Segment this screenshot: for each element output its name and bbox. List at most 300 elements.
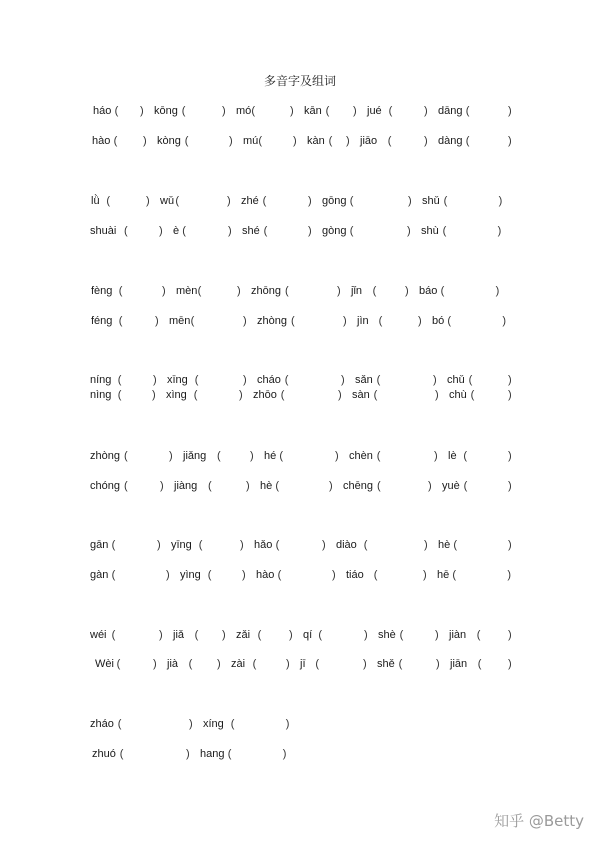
pinyin-label: hang: [200, 748, 225, 760]
exercise-row: [0, 656, 600, 672]
answer-blank[interactable]: [296, 313, 342, 329]
pinyin-label: níng: [90, 374, 112, 386]
answer-blank-close: ): [153, 658, 157, 670]
answer-blank[interactable]: [111, 193, 145, 209]
answer-blank[interactable]: [258, 656, 285, 672]
answer-blank[interactable]: [280, 478, 328, 494]
exercise-row: [0, 746, 600, 762]
pinyin-label: lǜ: [91, 195, 100, 207]
pinyin-label: jī: [300, 658, 306, 670]
answer-blank[interactable]: [482, 627, 507, 643]
answer-blank[interactable]: [448, 223, 497, 239]
answer-blank-open: (: [227, 748, 232, 760]
answer-blank[interactable]: [124, 313, 154, 329]
answer-blank-open: (: [280, 389, 285, 401]
watermark: 知乎 @Betty: [494, 812, 584, 830]
answer-blank-open: (: [291, 315, 295, 327]
answer-blank-close: ): [162, 285, 166, 297]
answer-blank-open: (: [372, 285, 377, 297]
answer-blank-close: ): [155, 315, 159, 327]
answer-blank-open: (: [111, 569, 116, 581]
answer-blank[interactable]: [468, 448, 507, 464]
answer-blank[interactable]: [129, 448, 168, 464]
answer-blank[interactable]: [283, 567, 331, 583]
answer-blank-close: ): [250, 450, 254, 462]
answer-blank[interactable]: [124, 283, 161, 299]
answer-blank-close: ): [418, 315, 422, 327]
answer-blank-close: ): [495, 285, 500, 297]
pinyin-label: è: [173, 225, 180, 237]
answer-blank-close: ): [308, 225, 312, 237]
answer-blank-close: ): [497, 225, 502, 237]
pinyin-label: kàn: [307, 135, 325, 147]
pinyin-label: lè: [448, 450, 457, 462]
answer-blank[interactable]: [256, 103, 289, 119]
answer-blank[interactable]: [119, 133, 142, 149]
answer-blank-open: (: [197, 285, 202, 297]
answer-blank[interactable]: [286, 387, 337, 403]
answer-blank-close: ): [242, 569, 246, 581]
answer-blank[interactable]: [263, 627, 288, 643]
answer-blank-close: ): [508, 629, 512, 641]
exercise-row: [0, 283, 600, 299]
answer-blank-close: ): [290, 105, 294, 117]
pinyin-label: bó: [432, 315, 445, 327]
answer-blank[interactable]: [379, 387, 434, 403]
answer-blank-close: ): [428, 480, 432, 492]
answer-blank[interactable]: [123, 716, 188, 732]
answer-blank[interactable]: [290, 372, 340, 388]
exercise-row: [0, 537, 600, 553]
answer-blank[interactable]: [469, 478, 507, 494]
answer-blank-open: (: [257, 629, 262, 641]
pinyin-label: shuài: [90, 225, 117, 237]
answer-blank[interactable]: [355, 193, 407, 209]
answer-blank-open: (: [447, 315, 452, 327]
answer-blank-open: (: [378, 315, 383, 327]
pinyin-label: cháo: [257, 374, 281, 386]
pinyin-label: chèn: [349, 450, 373, 462]
answer-blank-open: (: [388, 105, 393, 117]
answer-blank-open: (: [190, 315, 195, 327]
pinyin-label: shě: [377, 658, 395, 670]
answer-blank-close: ): [243, 315, 247, 327]
pinyin-label: dàng: [438, 135, 463, 147]
answer-blank-open: (: [194, 629, 199, 641]
answer-blank[interactable]: [355, 223, 406, 239]
answer-blank-close: ): [508, 135, 512, 147]
answer-blank-open: (: [398, 658, 403, 670]
pinyin-label: gōng: [322, 195, 347, 207]
answer-blank-close: ): [338, 389, 342, 401]
answer-blank-open: (: [113, 135, 118, 147]
answer-blank-close: ): [424, 135, 428, 147]
answer-blank-open: (: [188, 658, 193, 670]
answer-blank-close: ): [508, 389, 512, 401]
answer-blank-close: ): [146, 195, 150, 207]
answer-blank-close: ): [228, 225, 232, 237]
answer-blank-close: ): [502, 315, 507, 327]
exercise-row: [0, 448, 600, 464]
answer-blank-open: (: [262, 195, 267, 207]
answer-blank-open: (: [117, 718, 122, 730]
answer-blank[interactable]: [263, 133, 292, 149]
answer-blank-open: (: [182, 225, 186, 237]
answer-blank-open: (: [325, 105, 330, 117]
answer-blank-open: (: [349, 225, 354, 237]
pinyin-label: jǐn: [351, 285, 363, 297]
answer-blank-close: ): [189, 718, 193, 730]
answer-blank[interactable]: [269, 223, 307, 239]
answer-blank-close: ): [285, 718, 290, 730]
pinyin-label: jiāo: [360, 135, 378, 147]
answer-blank-open: (: [363, 539, 368, 551]
pinyin-label: sǎn: [355, 374, 373, 386]
pinyin-label: fèng: [91, 285, 113, 297]
answer-blank-open: (: [117, 389, 122, 401]
answer-blank[interactable]: [236, 716, 285, 732]
pinyin-label: hè: [260, 480, 273, 492]
answer-blank-open: (: [476, 629, 481, 641]
pinyin-label: shè: [378, 629, 396, 641]
pinyin-label: kān: [304, 105, 322, 117]
pinyin-label: shù: [421, 225, 439, 237]
pinyin-label: hǎo: [254, 539, 273, 551]
pinyin-label: hào: [92, 135, 111, 147]
answer-blank[interactable]: [129, 223, 158, 239]
answer-blank[interactable]: [471, 103, 507, 119]
exercise-row: [0, 133, 600, 149]
answer-blank[interactable]: [393, 133, 423, 149]
answer-blank[interactable]: [452, 313, 501, 329]
answer-blank[interactable]: [125, 746, 185, 762]
answer-blank[interactable]: [474, 372, 507, 388]
answer-blank-open: (: [114, 105, 119, 117]
pinyin-label: qí: [303, 629, 313, 641]
answer-blank-close: ): [159, 225, 163, 237]
answer-blank[interactable]: [190, 133, 228, 149]
answer-blank-open: (: [468, 374, 473, 386]
answer-blank[interactable]: [194, 656, 216, 672]
answer-blank-close: ): [341, 374, 345, 386]
pinyin-label: xìng: [166, 389, 187, 401]
pinyin-label: zhòng: [257, 315, 287, 327]
answer-blank-open: (: [373, 569, 378, 581]
pinyin-label: shé: [242, 225, 260, 237]
exercise-row: [0, 372, 600, 388]
answer-blank-open: (: [349, 195, 354, 207]
pinyin-label: Wèi: [95, 658, 114, 670]
answer-blank-open: (: [252, 658, 257, 670]
answer-blank-open: (: [184, 135, 189, 147]
answer-blank-open: (: [376, 450, 381, 462]
answer-blank-close: ): [508, 374, 512, 386]
answer-blank[interactable]: [476, 387, 507, 403]
pinyin-label: zhōng: [251, 285, 281, 297]
pinyin-label: yīng: [171, 539, 192, 551]
pinyin-label: zhuó: [92, 748, 116, 760]
pinyin-label: chēng: [343, 480, 373, 492]
pinyin-label: mú: [243, 135, 259, 147]
answer-blank-open: (: [124, 225, 128, 237]
page-title: 多音字及组词: [263, 74, 336, 88]
answer-blank-open: (: [198, 539, 203, 551]
answer-blank-close: ): [424, 105, 428, 117]
answer-blank-open: (: [230, 718, 235, 730]
answer-blank-open: (: [440, 285, 445, 297]
answer-blank-open: (: [452, 569, 457, 581]
answer-blank-close: ): [405, 285, 409, 297]
answer-blank-open: (: [111, 629, 116, 641]
pinyin-label: jiān: [450, 658, 468, 670]
answer-blank[interactable]: [449, 193, 498, 209]
answer-blank-open: (: [175, 195, 180, 207]
answer-blank-open: (: [285, 285, 289, 297]
answer-blank-close: ): [286, 658, 290, 670]
answer-blank-open: (: [118, 315, 123, 327]
answer-blank-close: ): [508, 480, 512, 492]
answer-blank-close: ): [152, 389, 156, 401]
answer-blank-close: ): [508, 658, 512, 670]
answer-blank[interactable]: [123, 387, 151, 403]
answer-blank-open: (: [373, 389, 378, 401]
pinyin-label: mó: [236, 105, 252, 117]
pinyin-label: gòng: [322, 225, 347, 237]
pinyin-label: wǔ: [160, 195, 175, 207]
answer-blank[interactable]: [213, 567, 241, 583]
exercise-row: [0, 627, 600, 643]
answer-blank-close: ): [407, 225, 411, 237]
answer-blank[interactable]: [196, 313, 242, 329]
answer-blank[interactable]: [471, 133, 507, 149]
pinyin-label: gān: [90, 539, 109, 551]
answer-blank[interactable]: [457, 567, 506, 583]
answer-blank-open: (: [207, 569, 212, 581]
answer-blank-close: ): [229, 135, 233, 147]
answer-blank-close: ): [243, 374, 247, 386]
answer-blank-close: ): [157, 539, 161, 551]
answer-blank[interactable]: [200, 627, 221, 643]
answer-blank-close: ): [508, 105, 512, 117]
answer-blank-close: ): [159, 629, 163, 641]
answer-blank-open: (: [443, 195, 448, 207]
answer-blank-open: (: [118, 285, 123, 297]
exercise-row: [0, 313, 600, 329]
answer-blank[interactable]: [123, 372, 152, 388]
answer-blank[interactable]: [120, 103, 139, 119]
answer-blank-open: (: [465, 135, 470, 147]
answer-blank-close: ): [364, 629, 368, 641]
answer-blank[interactable]: [187, 103, 221, 119]
pinyin-label: xīng: [167, 374, 188, 386]
pinyin-label: mèn: [176, 285, 198, 297]
answer-blank-close: ): [329, 480, 333, 492]
answer-blank[interactable]: [382, 478, 427, 494]
exercise-row: [0, 193, 600, 209]
answer-blank-open: (: [277, 569, 282, 581]
answer-blank-close: ): [246, 480, 250, 492]
answer-blank-open: (: [217, 450, 221, 462]
answer-blank-close: ): [335, 450, 339, 462]
pinyin-label: sàn: [352, 389, 370, 401]
answer-blank[interactable]: [122, 656, 152, 672]
pinyin-label: mēn: [169, 315, 191, 327]
pinyin-label: gàn: [90, 569, 109, 581]
answer-blank-open: (: [279, 450, 284, 462]
answer-blank[interactable]: [199, 387, 238, 403]
pinyin-label: zháo: [90, 718, 114, 730]
answer-blank-close: ): [435, 389, 439, 401]
answer-blank[interactable]: [284, 448, 334, 464]
answer-blank[interactable]: [129, 478, 159, 494]
answer-blank-close: ): [508, 450, 512, 462]
answer-blank[interactable]: [290, 283, 336, 299]
answer-blank[interactable]: [379, 567, 422, 583]
answer-blank[interactable]: [213, 478, 245, 494]
answer-blank[interactable]: [117, 627, 158, 643]
answer-blank-open: (: [377, 480, 381, 492]
answer-blank[interactable]: [458, 537, 507, 553]
pinyin-label: chǔ: [447, 374, 465, 386]
answer-blank-close: ): [308, 195, 312, 207]
pinyin-label: yìng: [180, 569, 201, 581]
pinyin-label: jiàng: [174, 480, 198, 492]
exercise-row: [0, 103, 600, 119]
answer-blank-close: ): [282, 748, 287, 760]
answer-blank[interactable]: [378, 283, 404, 299]
pinyin-label: jìn: [357, 315, 369, 327]
answer-blank-open: (: [193, 389, 198, 401]
answer-blank-close: ): [337, 285, 341, 297]
answer-blank-open: (: [111, 539, 116, 551]
answer-blank-open: (: [477, 658, 482, 670]
answer-blank-close: ): [433, 374, 437, 386]
pinyin-label: zǎi: [236, 629, 251, 641]
answer-blank-open: (: [106, 195, 111, 207]
answer-blank[interactable]: [384, 313, 417, 329]
answer-blank-close: ): [363, 658, 367, 670]
answer-blank-open: (: [399, 629, 404, 641]
answer-blank-open: (: [124, 450, 128, 462]
pinyin-label: kòng: [157, 135, 181, 147]
answer-blank[interactable]: [200, 372, 242, 388]
pinyin-label: dāng: [438, 105, 463, 117]
answer-blank[interactable]: [117, 567, 165, 583]
answer-blank-open: (: [453, 539, 458, 551]
answer-blank-close: ): [166, 569, 170, 581]
exercise-row: [0, 716, 600, 732]
answer-blank[interactable]: [394, 103, 423, 119]
answer-blank-close: ): [186, 748, 190, 760]
answer-blank[interactable]: [323, 627, 363, 643]
answer-blank-open: (: [117, 374, 122, 386]
pinyin-label: hé: [264, 450, 277, 462]
answer-blank[interactable]: [334, 133, 345, 149]
answer-blank-close: ): [353, 105, 357, 117]
answer-blank-close: ): [293, 135, 297, 147]
pinyin-label: chù: [449, 389, 467, 401]
answer-blank-close: ): [346, 135, 350, 147]
answer-blank-close: ): [239, 389, 243, 401]
answer-blank-close: ): [498, 195, 503, 207]
answer-blank[interactable]: [222, 448, 249, 464]
answer-blank-open: (: [258, 135, 263, 147]
exercise-row: [0, 387, 600, 403]
answer-blank-close: ): [507, 569, 512, 581]
answer-blank[interactable]: [382, 448, 433, 464]
answer-blank-close: ): [237, 285, 241, 297]
answer-blank-close: ): [143, 135, 147, 147]
answer-blank-close: ): [160, 480, 164, 492]
answer-blank-open: (: [470, 389, 475, 401]
pinyin-label: jué: [367, 105, 382, 117]
answer-blank[interactable]: [405, 627, 434, 643]
exercise-row: [0, 567, 600, 583]
answer-blank-open: (: [465, 105, 470, 117]
pinyin-label: hē: [437, 569, 450, 581]
answer-blank[interactable]: [446, 283, 495, 299]
answer-blank-close: ): [153, 374, 157, 386]
answer-blank[interactable]: [320, 656, 362, 672]
answer-blank[interactable]: [204, 537, 239, 553]
answer-blank-open: (: [463, 480, 468, 492]
pinyin-label: nìng: [90, 389, 112, 401]
answer-blank[interactable]: [117, 537, 156, 553]
answer-blank-close: ): [343, 315, 347, 327]
answer-blank-open: (: [194, 374, 199, 386]
answer-blank-open: (: [315, 658, 320, 670]
answer-blank-close: ): [508, 539, 512, 551]
answer-blank-open: (: [284, 374, 289, 386]
answer-blank-open: (: [318, 629, 323, 641]
answer-blank-open: (: [275, 480, 280, 492]
answer-blank-close: ): [289, 629, 293, 641]
answer-blank-open: (: [181, 105, 186, 117]
answer-blank-close: ): [435, 629, 439, 641]
answer-blank-close: ): [227, 195, 231, 207]
answer-blank-open: (: [251, 105, 256, 117]
answer-blank-open: (: [442, 225, 447, 237]
pinyin-label: zhōo: [253, 389, 277, 401]
pinyin-label: diào: [336, 539, 357, 551]
answer-blank-close: ): [424, 539, 428, 551]
pinyin-label: shǔ: [422, 195, 440, 207]
answer-blank-close: ): [222, 105, 226, 117]
pinyin-label: jiàn: [449, 629, 467, 641]
answer-blank-close: ): [240, 539, 244, 551]
pinyin-label: hào: [256, 569, 275, 581]
answer-blank[interactable]: [203, 283, 236, 299]
answer-blank-close: ): [436, 658, 440, 670]
answer-blank[interactable]: [180, 193, 226, 209]
answer-blank[interactable]: [187, 223, 227, 239]
answer-blank-close: ): [322, 539, 326, 551]
pinyin-label: zài: [231, 658, 246, 670]
pinyin-label: háo: [93, 105, 112, 117]
answer-blank-close: ): [423, 569, 427, 581]
answer-blank-open: (: [328, 135, 333, 147]
answer-blank[interactable]: [281, 537, 321, 553]
answer-blank[interactable]: [382, 372, 432, 388]
answer-blank[interactable]: [369, 537, 423, 553]
answer-blank-open: (: [376, 374, 381, 386]
answer-blank[interactable]: [233, 746, 282, 762]
answer-blank[interactable]: [268, 193, 307, 209]
answer-blank-close: ): [217, 658, 221, 670]
answer-blank[interactable]: [483, 656, 507, 672]
answer-blank[interactable]: [331, 103, 352, 119]
answer-blank[interactable]: [404, 656, 435, 672]
